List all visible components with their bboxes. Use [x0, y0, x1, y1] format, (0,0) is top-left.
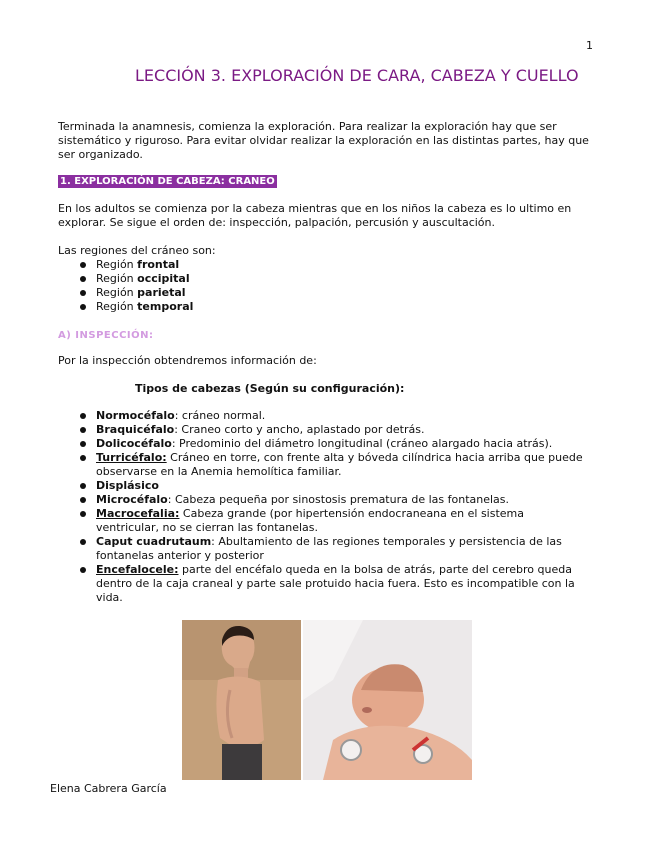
photos-figure	[182, 620, 472, 780]
type-desc: : Predominio del diámetro longitudinal (cráneo alargado hacia atrás).	[171, 437, 553, 450]
type-term: Braquicéfalo	[96, 423, 175, 436]
type-term: Turricéfalo:	[96, 451, 167, 464]
region-prefix: Región	[96, 286, 138, 299]
list-item	[78, 409, 588, 423]
section-heading-container	[58, 174, 603, 188]
region-term: temporal	[137, 300, 194, 313]
type-term: Caput cuadrutaum	[96, 535, 212, 548]
page-title: LECCIÓN 3. EXPLORACIÓN DE CARA, CABEZA Y CUELLO	[135, 66, 579, 85]
section-heading: 1. EXPLORACIÓN DE CABEZA: CRANEO	[60, 176, 275, 187]
type-term: Encefalocele:	[96, 563, 179, 576]
page-number: 1	[586, 39, 593, 52]
type-term: Normocéfalo	[96, 409, 175, 422]
type-desc: Cabeza grande (por hipertensión endocraneana en el sistema ventricular, no se cierran las fontanelas.	[96, 507, 525, 534]
inspection-intro: Por la inspección obtendremos información de:	[58, 354, 317, 367]
list-item	[78, 451, 588, 479]
list-item	[78, 479, 588, 493]
type-term: Macrocefalia:	[96, 507, 180, 520]
photo-baby	[303, 620, 472, 780]
list-item	[78, 507, 588, 535]
region-prefix: Región	[96, 272, 138, 285]
region-prefix: Región	[96, 258, 138, 271]
regions-list	[78, 258, 623, 314]
section-paragraph: En los adultos se comienza por la cabeza mientras que en los niños la cabeza es lo ultimo en explorar. Se sigue el orden de: inspección, palpación, percusión y auscultación.	[58, 202, 572, 229]
list-item	[78, 535, 588, 563]
type-term: Dolicocéfalo	[96, 437, 172, 450]
photo-man-profile	[182, 620, 301, 780]
type-desc: parte del encéfalo queda en la bolsa de atrás, parte del cerebro queda dentro de la caja craneal y parte sale protuido hacia fuera. Esto es incompatible con la vida.	[96, 563, 575, 604]
type-term: Displásico	[96, 479, 159, 492]
list-item	[78, 437, 588, 451]
list-item	[78, 563, 588, 605]
type-desc: : cráneo normal.	[174, 409, 266, 422]
region-term: occipital	[137, 272, 190, 285]
footer-author: Elena Cabrera García	[50, 782, 167, 795]
list-item	[78, 272, 623, 286]
list-item	[78, 258, 623, 272]
list-item	[78, 300, 623, 314]
type-desc: : Craneo corto y ancho, aplastado por detrás.	[174, 423, 425, 436]
list-item	[78, 423, 588, 437]
intro-paragraph: Terminada la anamnesis, comienza la exploración. Para realizar la exploración hay que ser sistemático y riguroso. Para evitar olvidar realizar la exploración en las distintas partes, hay que ser organizado.	[58, 120, 589, 161]
region-term: frontal	[137, 258, 180, 271]
list-item	[78, 286, 623, 300]
type-term: Microcéfalo	[96, 493, 168, 506]
type-desc: Cráneo en torre, con frente alta y bóveda cilíndrica hacia arriba que puede observarse en la Anemia hemolítica familiar.	[96, 451, 583, 478]
type-desc: : Cabeza pequeña por sinostosis prematura de las fontanelas.	[167, 493, 510, 506]
type-desc: : Abultamiento de las regiones temporales y persistencia de las fontanelas anterior y posterior	[96, 535, 562, 562]
regions-intro: Las regiones del cráneo son:	[58, 244, 216, 257]
head-types-list	[78, 409, 588, 605]
region-prefix: Región	[96, 300, 138, 313]
list-item	[78, 493, 588, 507]
inspection-heading: A) INSPECCIÓN:	[58, 330, 154, 341]
region-term: parietal	[137, 286, 186, 299]
types-title: Tipos de cabezas (Según su configuración):	[135, 382, 405, 395]
